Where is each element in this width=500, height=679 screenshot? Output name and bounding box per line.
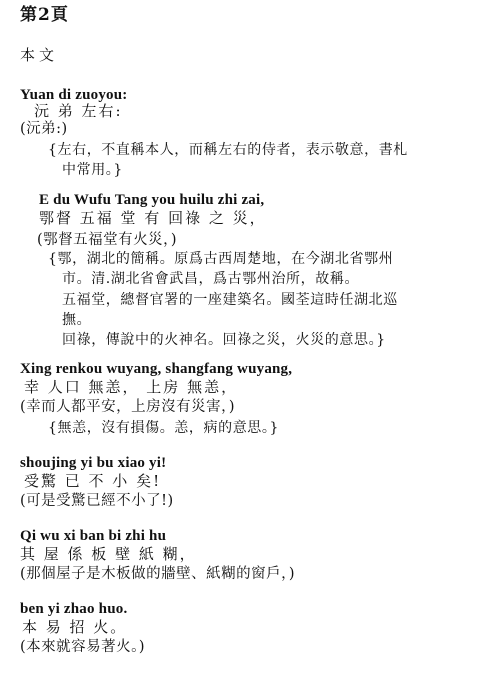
pinyin-line: Yuan di zuoyou: [20, 87, 128, 103]
pinyin-line: Qi wu xi ban bi zhi hu [20, 528, 167, 544]
translation-line: (沅弟:) [20, 121, 68, 137]
pinyin-line: ben yi zhao huo. [20, 601, 128, 617]
chinese-line: 鄂督 五福 堂 有 回祿 之 災， [39, 209, 267, 227]
note-line: {無恙，沒有損傷。恙，病的意思。} [48, 420, 280, 436]
note-line: 中常用。} [62, 162, 123, 178]
pinyin-line: shoujing yi bu xiao yi! [20, 455, 167, 471]
chinese-line: 沅 弟 左右: [34, 102, 123, 120]
translation-line: (本來就容易著火。) [20, 639, 146, 655]
page-header: 第2頁 [20, 5, 69, 25]
note-line: 撫。 [62, 312, 92, 328]
pinyin-line: Xing renkou wuyang, shangfang wuyang, [20, 361, 293, 377]
note-line: 回祿，傳說中的火神名。回祿之災，火災的意思。} [62, 332, 386, 348]
translation-line: (鄂督五福堂有火災，) [37, 232, 178, 248]
note-line: 五福堂，總督官署的一座建築名。國荃這時任湖北巡 [62, 292, 398, 308]
chinese-line: 本 易 招 火。 [22, 618, 128, 636]
translation-line: (幸而人都平安，上房沒有災害，) [20, 399, 236, 415]
chinese-line: 受驚 已 不 小 矣! [24, 472, 162, 490]
pinyin-line: E du Wufu Tang you huilu zhi zai, [39, 192, 265, 208]
translation-line: (可是受驚已經不小了!) [20, 493, 174, 509]
note-line: 市。清.湖北省會武昌，爲古鄂州治所，故稱。 [62, 271, 360, 287]
note-line: {左右，不直稱本人，而稱左右的侍者，表示敬意，書札 [48, 142, 408, 158]
note-line: {鄂，湖北的簡稱。原爲古西周楚地，在今湖北省鄂州 [48, 251, 394, 267]
chinese-line: 其 屋 係 板 壁 紙 糊， [20, 545, 197, 563]
translation-line: (那個屋子是木板做的牆壁、紙糊的窗戶，) [20, 566, 296, 582]
chinese-line: 幸 人口 無恙， 上房 無恙， [24, 378, 239, 396]
section-title: 本文 [20, 46, 59, 64]
